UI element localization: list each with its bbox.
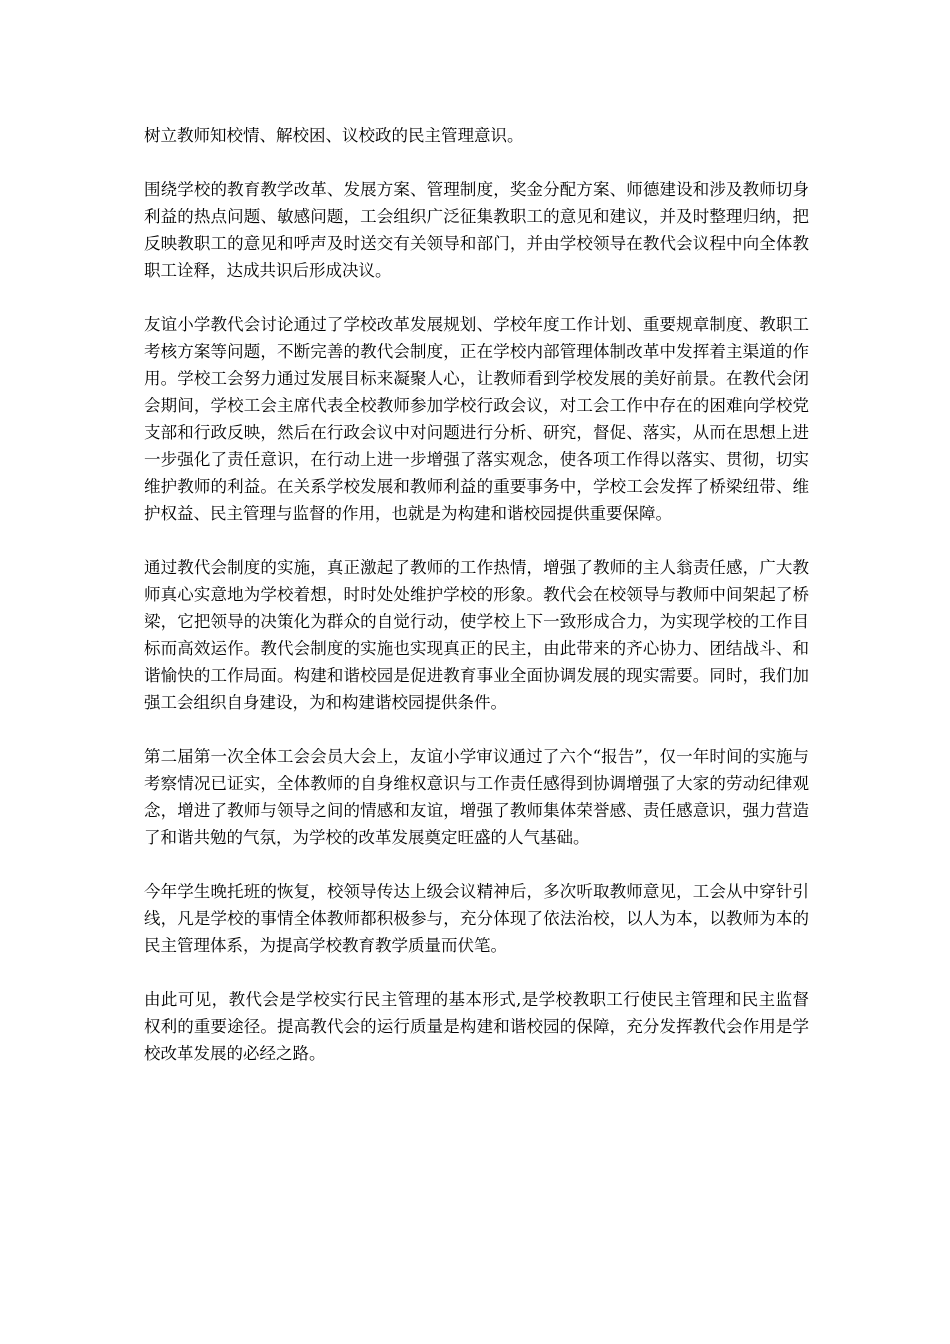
paragraph-3: 友谊小学教代会讨论通过了学校改革发展规划、学校年度工作计划、重要规章制度、教职工考核方案等问题，不断完善的教代会制度，正在学校内部管理体制改革中发挥着主渠道的作用。学校工会努力通过发展目标来凝聚人心，让教师看到学校发展的美好前景。在教代会闭会期间，学校工会主席代表全校教师参加学校行政会议，对工会工作中存在的困难向学校党支部和行政反映，然后在行政会议中对问题进行分析、研究，督促、落实，从而在思想上进一步强化了责任意识，在行动上进一步增强了落实观念，使各项工作得以落实、贯彻，切实维护教师的利益。在关系学校发展和教师利益的重要事务中，学校工会发挥了桥梁纽带、维护权益、民主管理与监督的作用，也就是为构建和谐校园提供重要保障。 [144, 315, 809, 523]
paragraph-5: 第二届第一次全体工会会员大会上，友谊小学审议通过了六个“报告”，仅一年时间的实施与考察情况已证实，全体教师的自身维权意识与工作责任感得到协调增强了大家的劳动纪律观念，增进了教师与领导之间的情感和友谊，增强了教师集体荣誉感、责任感意识，强力营造了和谐共勉的气氛，为学校的改革发展奠定旺盛的人气基础。 [144, 747, 809, 847]
paragraph-1: 树立教师知校情、解校困、议校政的民主管理意识。 [144, 126, 524, 145]
paragraph-4: 通过教代会制度的实施，真正激起了教师的工作热情，增强了教师的主人翁责任感，广大教师真心实意地为学校着想，时时处处维护学校的形象。教代会在校领导与教师中间架起了桥梁，它把领导的决策化为群众的自觉行动，使学校上下一致形成合力，为实现学校的工作目标而高效运作。教代会制度的实施也实现真正的民主，由此带来的齐心协力、团结战斗、和谐愉快的工作局面。构建和谐校园是促进教育事业全面协调发展的现实需要。同时，我们加强工会组织自身建设，为和构建谐校园提供条件。 [144, 558, 809, 712]
document-body [144, 122, 809, 1094]
paragraph-2: 围绕学校的教育教学改革、发展方案、管理制度，奖金分配方案、师德建设和涉及教师切身利益的热点问题、敏感问题，工会组织广泛征集教职工的意见和建议，并及时整理归纳，把反映教职工的意见和呼声及时送交有关领导和部门，并由学校领导在教代会议程中向全体教职工诠释，达成共识后形成决议。 [144, 180, 809, 280]
paragraph-7: 由此可见，教代会是学校实行民主管理的基本形式,是学校教职工行使民主管理和民主监督权利的重要途径。提高教代会的运行质量是构建和谐校园的保障，充分发挥教代会作用是学校改革发展的必经之路。 [144, 990, 809, 1063]
paragraph-6: 今年学生晚托班的恢复，校领导传达上级会议精神后，多次听取教师意见，工会从中穿针引线，凡是学校的事情全体教师都积极参与，充分体现了依法治校，以人为本，以教师为本的民主管理体系，为提高学校教育教学质量而伏笔。 [144, 882, 809, 955]
